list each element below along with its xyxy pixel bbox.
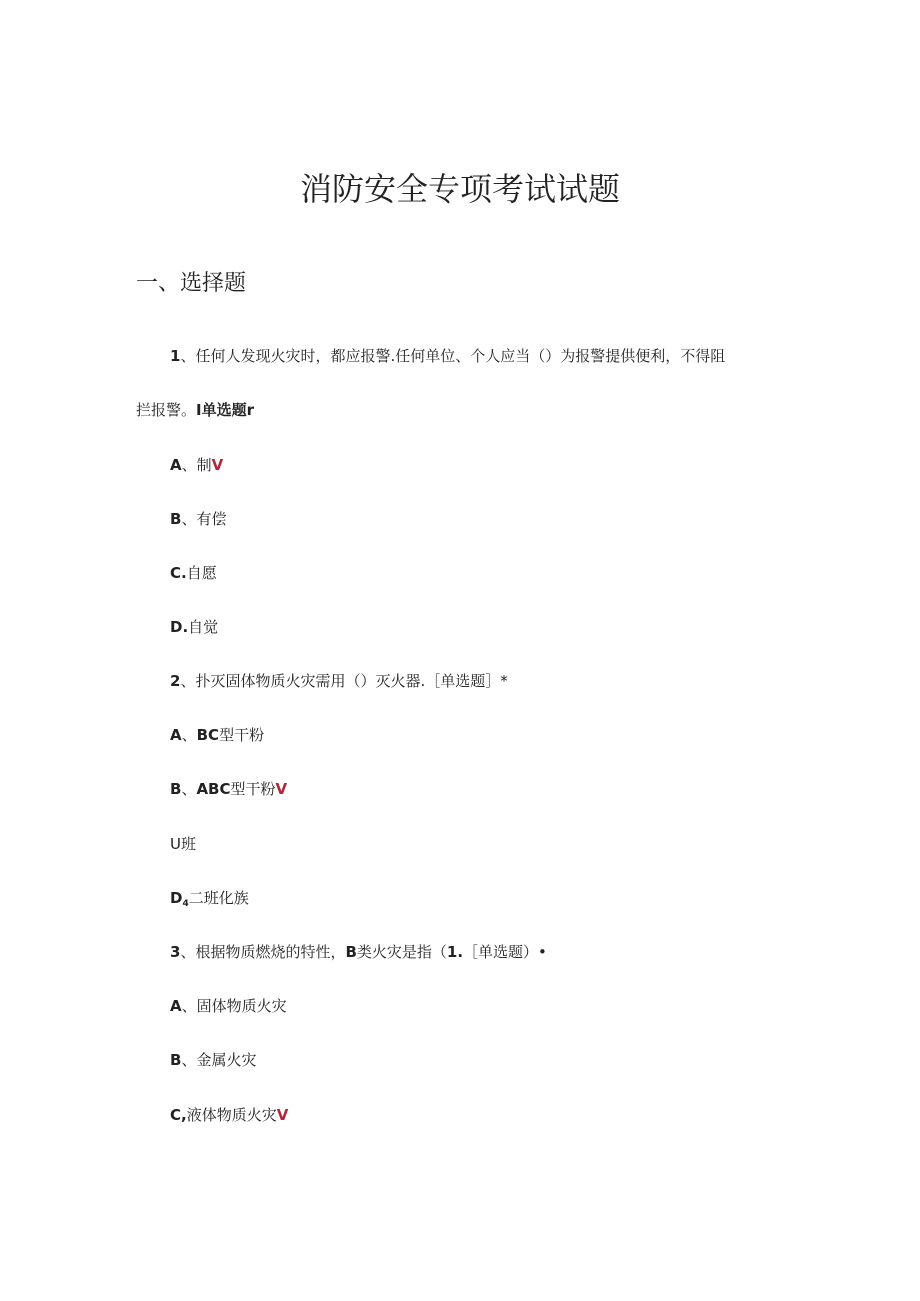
question-3-text-d: 1. — [446, 943, 464, 961]
option-prefix: A — [170, 456, 182, 474]
option-text: 二班化族 — [188, 889, 249, 907]
q2-option-b — [170, 779, 287, 799]
option-prefix: B — [170, 1051, 182, 1069]
option-prefix: D. — [170, 618, 189, 636]
option-prefix: B — [170, 510, 182, 528]
option-text: 、金属火灾 — [181, 1051, 257, 1069]
question-3-text-c: 类火灾是指（ — [356, 943, 447, 961]
option-text: 型干粉 — [219, 726, 265, 744]
option-sep: 、 — [181, 726, 197, 744]
q1-option-b — [170, 509, 226, 529]
correct-mark: V — [211, 456, 224, 474]
option-sep: 、 — [181, 456, 197, 474]
question-1-line-2 — [136, 400, 254, 420]
option-sep: 、 — [181, 780, 197, 798]
question-2-number: 2 — [170, 672, 181, 690]
option-prefix: A — [170, 726, 182, 744]
q3-option-c — [170, 1105, 288, 1125]
q2-option-d — [170, 888, 249, 914]
question-2 — [170, 671, 508, 691]
q2-option-c — [170, 834, 196, 854]
question-1-type: I单选题r — [196, 401, 254, 419]
question-1-line-1 — [170, 346, 725, 366]
option-prefix: D — [170, 889, 183, 907]
correct-mark: V — [276, 1106, 289, 1124]
question-3 — [170, 942, 547, 962]
option-text: 自觉 — [188, 618, 219, 636]
correct-mark: V — [275, 780, 288, 798]
option-code: ABC — [196, 780, 231, 798]
question-1-text: 、任何人发现火灾时，都应报警.任何单位、个人应当（）为报警提供便利，不得阻 — [180, 347, 726, 365]
document-title: 消防安全专项考试试题 — [299, 170, 620, 208]
q1-option-a — [170, 455, 223, 475]
option-text: 、固体物质火灾 — [181, 997, 287, 1015]
option-text: U班 — [170, 835, 196, 853]
question-1-number: 1 — [170, 347, 181, 365]
option-code: BC — [196, 726, 220, 744]
option-text: 有偿 — [196, 510, 227, 528]
option-text: 制 — [196, 456, 212, 474]
q1-option-d — [170, 617, 218, 637]
option-sep: 、 — [181, 510, 197, 528]
section-heading: 一、选择题 — [136, 271, 247, 296]
option-text: 自愿 — [186, 564, 217, 582]
question-3-text-b: B — [345, 943, 357, 961]
option-text: 型干粉 — [230, 780, 276, 798]
question-3-type: ［单选题）• — [463, 943, 547, 961]
question-2-text: 、扑灭固体物质火灾需用（）灭火器.［单选题］* — [180, 672, 508, 690]
option-prefix: C, — [170, 1106, 187, 1124]
question-1-text-cont: 拦报警。 — [136, 401, 197, 419]
question-3-number: 3 — [170, 943, 181, 961]
option-prefix: B — [170, 780, 182, 798]
q1-option-c — [170, 563, 217, 583]
option-prefix: A — [170, 997, 182, 1015]
option-subscript: 4 — [182, 899, 189, 909]
option-text: 液体物质火灾 — [186, 1106, 277, 1124]
option-prefix: C. — [170, 564, 187, 582]
q3-option-b — [170, 1050, 256, 1070]
q2-option-a — [170, 725, 264, 745]
q3-option-a — [170, 996, 287, 1016]
question-3-text: 、根据物质燃烧的特性， — [180, 943, 346, 961]
